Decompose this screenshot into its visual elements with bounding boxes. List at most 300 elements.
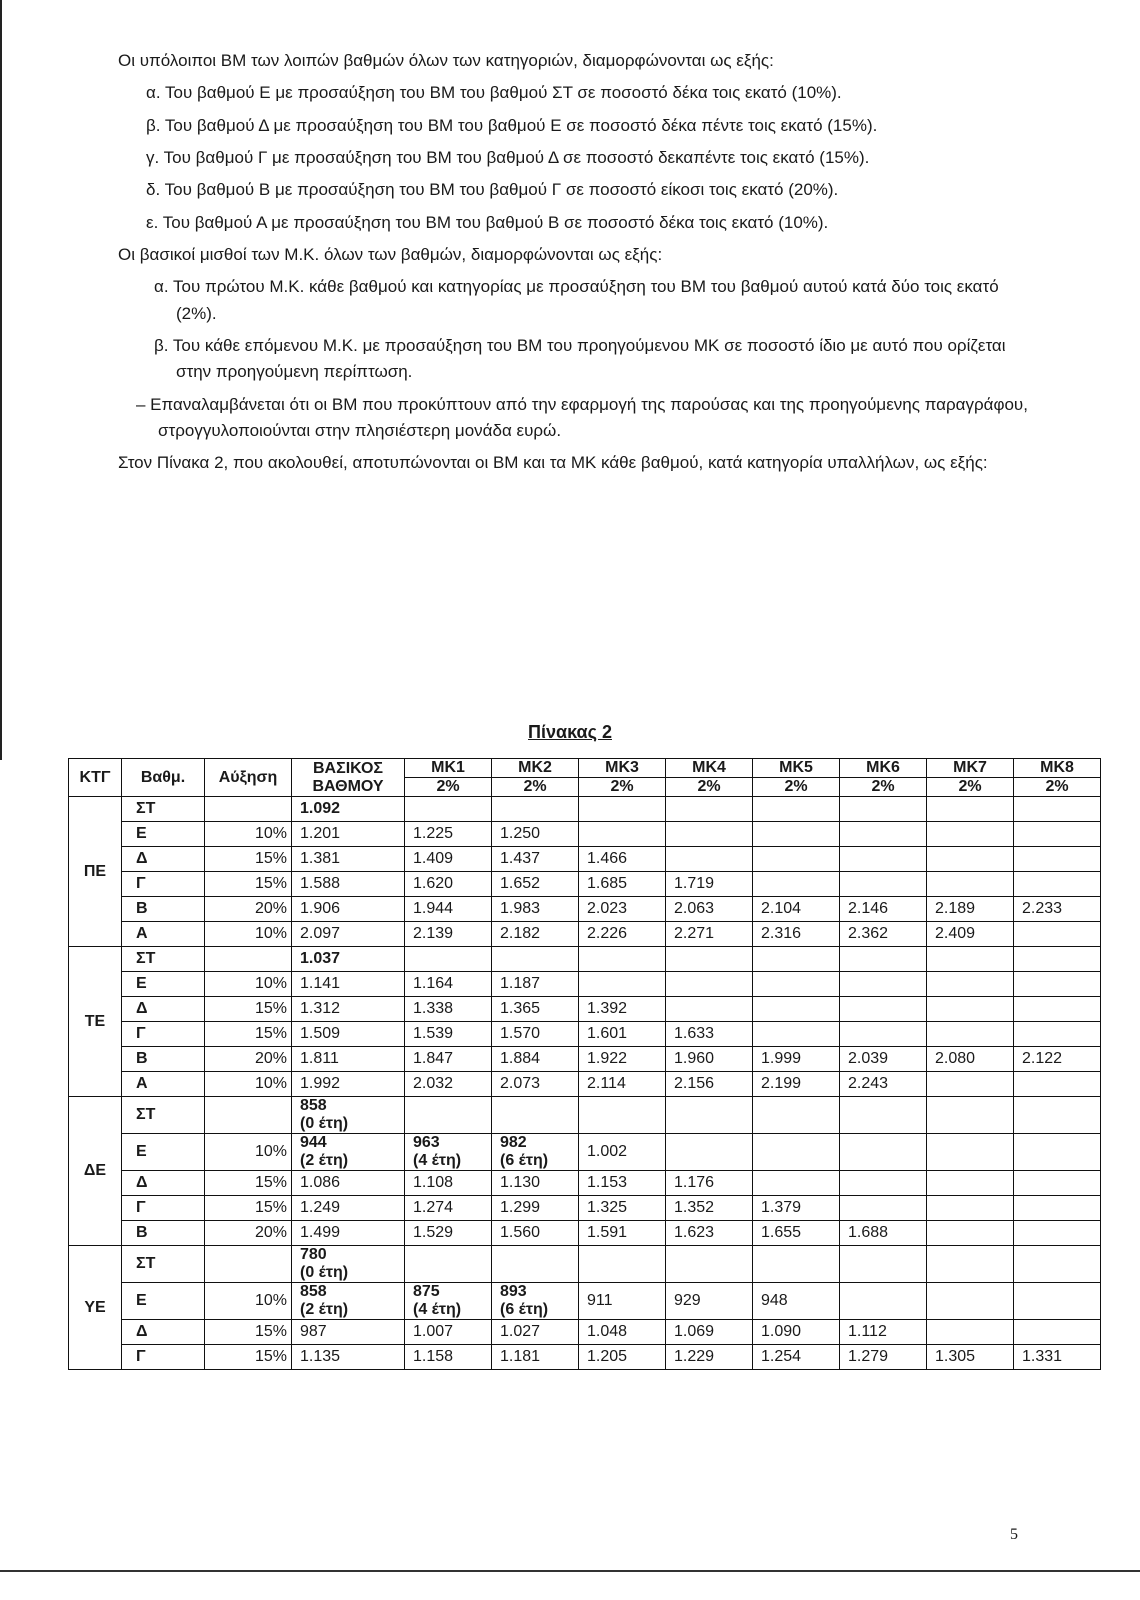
mk-value: 2.182 [500, 925, 541, 942]
base-salary-value: 1.201 [300, 825, 341, 842]
mk-value: 1.392 [587, 1000, 628, 1017]
table-row [69, 1196, 1101, 1221]
page-bottom-rule [0, 1570, 1140, 1572]
mk-cell [492, 847, 579, 872]
base-salary-note: (0 έτη) [300, 1115, 349, 1132]
grade-cell: Γ [122, 872, 205, 897]
base-salary-cell [292, 872, 405, 897]
mk-cell [927, 1345, 1014, 1370]
mk-value: 1.960 [674, 1050, 715, 1067]
increase-cell: 15% [205, 872, 292, 897]
mk-value: 1.158 [413, 1348, 454, 1365]
increase-cell: 15% [205, 1320, 292, 1345]
base-salary-value: 1.906 [300, 900, 341, 917]
mk-value: 948 [761, 1292, 788, 1309]
mk-cell [405, 1320, 492, 1345]
grade-cell: Ε [122, 1134, 205, 1171]
mk-cell [666, 1196, 753, 1221]
base-salary-value: 1.992 [300, 1075, 341, 1092]
mk-cell [1014, 1196, 1101, 1221]
list-item-mk-a: α. Του πρώτου Μ.Κ. κάθε βαθμού και κατηγορίας με προσαύξηση του ΒΜ του βαθμού αυτού κατά δύο τοις εκατό (2%). [154, 277, 999, 323]
mk-cell [927, 947, 1014, 972]
mk-cell [405, 1171, 492, 1196]
mk-value: 1.601 [587, 1025, 628, 1042]
mk-cell [666, 1171, 753, 1196]
base-salary-value: 858 [300, 1283, 327, 1300]
mk-cell [579, 1134, 666, 1171]
mk-cell [579, 947, 666, 972]
mk-value: 1.999 [761, 1050, 802, 1067]
mk-cell [492, 1320, 579, 1345]
increase-cell: 10% [205, 1072, 292, 1097]
page-number: 5 [1010, 1526, 1018, 1543]
mk-value: 1.633 [674, 1025, 715, 1042]
mk-cell [579, 1171, 666, 1196]
table-row [69, 1345, 1101, 1370]
mk-cell [1014, 1171, 1101, 1196]
mk-value: 1.379 [761, 1199, 802, 1216]
header-mk-pct: 2% [579, 777, 665, 796]
paragraph-intro-mk: Οι βασικοί μισθοί των Μ.Κ. όλων των βαθμών, διαμορφώνονται ως εξής: [118, 245, 663, 265]
mk-cell [492, 1196, 579, 1221]
grade-cell: ΣΤ [122, 1246, 205, 1283]
base-salary-value: 1.509 [300, 1025, 341, 1042]
mk-value: 1.922 [587, 1050, 628, 1067]
table-row [69, 1097, 1101, 1134]
base-salary-cell [292, 847, 405, 872]
mk-value: 1.529 [413, 1224, 454, 1241]
grade-cell: Γ [122, 1196, 205, 1221]
mk-value: 1.153 [587, 1174, 628, 1191]
mk-cell [666, 947, 753, 972]
base-salary-cell [292, 1097, 405, 1134]
table-row [69, 947, 1101, 972]
mk-cell [840, 1171, 927, 1196]
table-row [69, 1134, 1101, 1171]
base-salary-cell [292, 1320, 405, 1345]
increase-cell [205, 1246, 292, 1283]
mk-value: 1.884 [500, 1050, 541, 1067]
mk-cell [405, 1283, 492, 1320]
mk-value: 1.560 [500, 1224, 541, 1241]
base-salary-value: 1.312 [300, 1000, 341, 1017]
mk-value: 1.225 [413, 825, 454, 842]
mk-cell [753, 947, 840, 972]
mk-value: 2.023 [587, 900, 628, 917]
base-salary-cell [292, 1221, 405, 1246]
list-item-mk-b: β. Του κάθε επόμενου Μ.Κ. με προσαύξηση του ΒΜ του προηγούμενου ΜΚ σε ποσοστό ίδιο με αυτό που ορίζεται στην προηγούμενη περίπτωση. [154, 336, 1006, 382]
mk-cell [666, 822, 753, 847]
mk-value: 911 [587, 1292, 613, 1309]
mk-cell [405, 822, 492, 847]
paragraph-rounding: – Επαναλαμβάνεται ότι οι ΒΜ που προκύπτουν από την εφαρμογή της παρούσας και της προηγούμενης παραγράφου, στρογγυλοποιούνται στην πλησιέστερη μονάδα ευρώ. [136, 394, 1028, 441]
header-mk-pct: 2% [492, 777, 578, 796]
mk-cell [927, 1171, 1014, 1196]
mk-cell [840, 897, 927, 922]
grade-cell: Α [122, 922, 205, 947]
mk-cell [492, 1022, 579, 1047]
increase-cell: 15% [205, 1345, 292, 1370]
mk-cell [840, 1320, 927, 1345]
mk-value: 1.254 [761, 1348, 802, 1365]
mk-cell [1014, 897, 1101, 922]
mk-value: 1.620 [413, 875, 454, 892]
mk-cell [405, 847, 492, 872]
mk-cell [753, 847, 840, 872]
mk-value: 2.122 [1022, 1050, 1063, 1067]
mk-value: 2.114 [587, 1075, 626, 1092]
mk-cell [1014, 797, 1101, 822]
mk-cell [753, 1171, 840, 1196]
mk-value: 1.176 [674, 1174, 715, 1191]
mk-cell [840, 1047, 927, 1072]
mk-value: 1.164 [413, 975, 454, 992]
mk-cell [753, 872, 840, 897]
mk-cell [666, 1283, 753, 1320]
mk-value: 1.570 [500, 1025, 541, 1042]
mk-value: 2.233 [1022, 900, 1063, 917]
table-body [69, 797, 1101, 1370]
mk-cell [492, 922, 579, 947]
mk-cell [927, 1221, 1014, 1246]
base-salary-note: (0 έτη) [300, 1264, 349, 1281]
mk-cell [579, 897, 666, 922]
base-salary-note: (2 έτη) [300, 1152, 349, 1169]
mk-value: 2.243 [848, 1075, 889, 1092]
mk-value: 2.104 [761, 900, 802, 917]
mk-cell [579, 1097, 666, 1134]
mk-cell [927, 1134, 1014, 1171]
mk-cell [840, 1022, 927, 1047]
mk-cell [405, 897, 492, 922]
mk-value: 1.466 [587, 850, 628, 867]
mk-cell [1014, 922, 1101, 947]
increase-cell: 15% [205, 997, 292, 1022]
header-mk-label: ΜΚ1 [431, 759, 465, 776]
base-salary-value: 1.381 [300, 850, 341, 867]
mk-cell [579, 1047, 666, 1072]
mk-value: 1.652 [500, 875, 541, 892]
base-salary-cell [292, 1171, 405, 1196]
base-salary-cell [292, 1283, 405, 1320]
base-salary-cell [292, 897, 405, 922]
base-salary-value: 1.588 [300, 875, 341, 892]
header-mk-label: ΜΚ5 [779, 759, 813, 776]
mk-cell [840, 1072, 927, 1097]
mk-cell [840, 847, 927, 872]
base-salary-value: 1.141 [300, 975, 341, 992]
grade-cell: Β [122, 897, 205, 922]
mk-cell [1014, 1072, 1101, 1097]
mk-value: 1.007 [413, 1323, 454, 1340]
mk-cell [405, 1072, 492, 1097]
mk-cell [405, 1134, 492, 1171]
mk-cell [840, 1283, 927, 1320]
mk-cell [666, 1246, 753, 1283]
mk-cell [1014, 1283, 1101, 1320]
mk-cell [492, 1072, 579, 1097]
table-row [69, 1047, 1101, 1072]
base-salary-cell [292, 947, 405, 972]
paragraph-intro-bm: Οι υπόλοιποι ΒΜ των λοιπών βαθμών όλων των κατηγοριών, διαμορφώνονται ως εξής: [118, 51, 774, 70]
base-salary-cell [292, 997, 405, 1022]
mk-cell [927, 1196, 1014, 1221]
mk-cell [666, 1022, 753, 1047]
grade-cell: Δ [122, 1320, 205, 1345]
header-mk5 [753, 759, 840, 797]
mk-cell [927, 1246, 1014, 1283]
mk-cell [927, 922, 1014, 947]
mk-cell [405, 1345, 492, 1370]
mk-value: 929 [674, 1292, 701, 1309]
header-grade: Βαθμ. [122, 759, 205, 797]
mk-cell [753, 1283, 840, 1320]
mk-cell [1014, 1246, 1101, 1283]
grade-cell: Γ [122, 1345, 205, 1370]
mk-cell [666, 847, 753, 872]
mk-cell [1014, 1097, 1101, 1134]
mk-value: 1.623 [674, 1224, 715, 1241]
mk-cell [579, 1196, 666, 1221]
increase-cell: 20% [205, 897, 292, 922]
mk-cell [492, 1221, 579, 1246]
mk-value: 1.365 [500, 1000, 541, 1017]
table-row [69, 822, 1101, 847]
mk-value: 1.409 [413, 850, 454, 867]
mk-value: 1.685 [587, 875, 628, 892]
mk-cell [579, 797, 666, 822]
mk-value: 1.539 [413, 1025, 454, 1042]
header-mk-label: ΜΚ3 [605, 759, 639, 776]
mk-value: 1.591 [587, 1224, 628, 1241]
base-salary-value: 2.097 [300, 925, 341, 942]
mk-cell [840, 972, 927, 997]
table-row [69, 922, 1101, 947]
mk-cell [405, 997, 492, 1022]
header-mk3 [579, 759, 666, 797]
table-row [69, 872, 1101, 897]
mk-cell [579, 997, 666, 1022]
mk-cell [927, 897, 1014, 922]
base-salary-value: 987 [300, 1323, 327, 1340]
mk-note: (6 έτη) [500, 1152, 549, 1169]
category-cell: ΤΕ [69, 947, 122, 1097]
mk-cell [753, 1022, 840, 1047]
increase-cell: 15% [205, 1196, 292, 1221]
table-row [69, 1246, 1101, 1283]
increase-cell: 10% [205, 822, 292, 847]
table-row [69, 1171, 1101, 1196]
mk-cell [579, 1320, 666, 1345]
header-mk-label: ΜΚ7 [953, 759, 987, 776]
mk-cell [579, 1246, 666, 1283]
header-base-line2: ΒΑΘΜΟΥ [312, 777, 384, 795]
mk-cell [1014, 1047, 1101, 1072]
list-item-bm-a: α. Του βαθμού Ε με προσαύξηση του ΒΜ του βαθμού ΣΤ σε ποσοστό δέκα τοις εκατό (10%). [146, 83, 842, 103]
mk-value: 2.146 [848, 900, 889, 917]
base-salary-value: 1.135 [300, 1348, 341, 1365]
mk-cell [405, 947, 492, 972]
mk-cell [1014, 822, 1101, 847]
mk-cell [927, 822, 1014, 847]
base-salary-cell [292, 1072, 405, 1097]
mk-cell [492, 1171, 579, 1196]
mk-cell [579, 1022, 666, 1047]
mk-cell [666, 922, 753, 947]
base-salary-cell [292, 1022, 405, 1047]
mk-cell [927, 1320, 1014, 1345]
base-salary-value: 1.811 [300, 1050, 339, 1067]
mk-cell [666, 797, 753, 822]
grade-cell: ΣΤ [122, 947, 205, 972]
grade-cell: Δ [122, 997, 205, 1022]
mk-value: 1.437 [500, 850, 541, 867]
mk-value: 2.080 [935, 1050, 976, 1067]
mk-cell [927, 997, 1014, 1022]
header-ktg: ΚΤΓ [69, 759, 122, 797]
mk-cell [666, 1134, 753, 1171]
mk-value: 2.362 [848, 925, 889, 942]
mk-cell [927, 1097, 1014, 1134]
mk-cell [405, 1022, 492, 1047]
mk-cell [1014, 972, 1101, 997]
mk-cell [753, 1196, 840, 1221]
table-row [69, 1022, 1101, 1047]
mk-cell [753, 1345, 840, 1370]
mk-cell [579, 972, 666, 997]
increase-cell: 10% [205, 922, 292, 947]
mk-cell [1014, 947, 1101, 972]
mk-cell [753, 822, 840, 847]
base-salary-cell [292, 1246, 405, 1283]
mk-cell [405, 1047, 492, 1072]
mk-cell [492, 1047, 579, 1072]
mk-note: (4 έτη) [413, 1301, 462, 1318]
mk-value: 1.352 [674, 1199, 715, 1216]
mk-value: 1.279 [848, 1348, 889, 1365]
mk-cell [579, 847, 666, 872]
mk-value: 2.189 [935, 900, 976, 917]
mk-value: 893 [500, 1283, 527, 1300]
base-salary-value: 780 [300, 1246, 327, 1263]
mk-value: 1.181 [500, 1348, 541, 1365]
base-salary-cell [292, 972, 405, 997]
grade-cell: Ε [122, 822, 205, 847]
base-salary-cell [292, 922, 405, 947]
mk-cell [927, 1047, 1014, 1072]
grade-cell: Β [122, 1047, 205, 1072]
table-row [69, 897, 1101, 922]
mk-cell [492, 947, 579, 972]
mk-value: 1.205 [587, 1348, 628, 1365]
mk-cell [666, 1345, 753, 1370]
mk-value: 1.048 [587, 1323, 628, 1340]
increase-cell [205, 1097, 292, 1134]
header-mk-pct: 2% [753, 777, 839, 796]
mk-cell [405, 1097, 492, 1134]
mk-value: 1.944 [413, 900, 454, 917]
grade-cell: Α [122, 1072, 205, 1097]
header-base [292, 759, 405, 797]
base-salary-value: 858 [300, 1097, 327, 1114]
grade-cell: ΣΤ [122, 797, 205, 822]
mk-value: 2.226 [587, 925, 628, 942]
salary-table [68, 758, 1101, 1370]
mk-value: 1.090 [761, 1323, 802, 1340]
mk-cell [579, 1221, 666, 1246]
grade-cell: Δ [122, 847, 205, 872]
mk-cell [1014, 997, 1101, 1022]
mk-cell [492, 897, 579, 922]
mk-cell [840, 947, 927, 972]
mk-cell [753, 1047, 840, 1072]
table-header-row [69, 759, 1101, 797]
mk-cell [492, 822, 579, 847]
mk-cell [840, 797, 927, 822]
header-mk-label: ΜΚ2 [518, 759, 552, 776]
base-salary-note: (2 έτη) [300, 1301, 349, 1318]
mk-value: 2.156 [674, 1075, 715, 1092]
mk-cell [666, 1221, 753, 1246]
increase-cell: 15% [205, 1022, 292, 1047]
mk-cell [666, 1320, 753, 1345]
mk-value: 1.274 [413, 1199, 454, 1216]
mk-cell [405, 872, 492, 897]
mk-cell [840, 1097, 927, 1134]
increase-cell: 20% [205, 1221, 292, 1246]
mk-cell [492, 1283, 579, 1320]
mk-cell [492, 972, 579, 997]
table-row [69, 972, 1101, 997]
mk-cell [840, 997, 927, 1022]
mk-cell [405, 797, 492, 822]
mk-cell [840, 1196, 927, 1221]
base-salary-value: 1.249 [300, 1199, 341, 1216]
mk-value: 2.032 [413, 1075, 454, 1092]
increase-cell: 10% [205, 1283, 292, 1320]
mk-cell [579, 922, 666, 947]
category-cell: ΠΕ [69, 797, 122, 947]
category-cell: ΔΕ [69, 1097, 122, 1246]
mk-value: 1.299 [500, 1199, 541, 1216]
mk-cell [840, 1345, 927, 1370]
mk-cell [753, 1134, 840, 1171]
table-row [69, 1221, 1101, 1246]
category-cell: ΥΕ [69, 1246, 122, 1370]
mk-cell [492, 1134, 579, 1171]
mk-value: 1.331 [1022, 1348, 1063, 1365]
grade-cell: Δ [122, 1171, 205, 1196]
mk-cell [840, 1246, 927, 1283]
mk-cell [405, 1196, 492, 1221]
mk-cell [753, 897, 840, 922]
mk-value: 1.655 [761, 1224, 802, 1241]
grade-cell: ΣΤ [122, 1097, 205, 1134]
mk-cell [753, 972, 840, 997]
mk-value: 2.316 [761, 925, 802, 942]
mk-value: 2.271 [674, 925, 715, 942]
increase-cell [205, 797, 292, 822]
header-mk-label: ΜΚ4 [692, 759, 726, 776]
mk-value: 1.325 [587, 1199, 628, 1216]
header-mk-pct: 2% [405, 777, 491, 796]
mk-value: 1.027 [500, 1323, 541, 1340]
header-mk-pct: 2% [840, 777, 926, 796]
base-salary-cell [292, 1134, 405, 1171]
grade-cell: Γ [122, 1022, 205, 1047]
mk-cell [927, 1072, 1014, 1097]
table-row [69, 997, 1101, 1022]
